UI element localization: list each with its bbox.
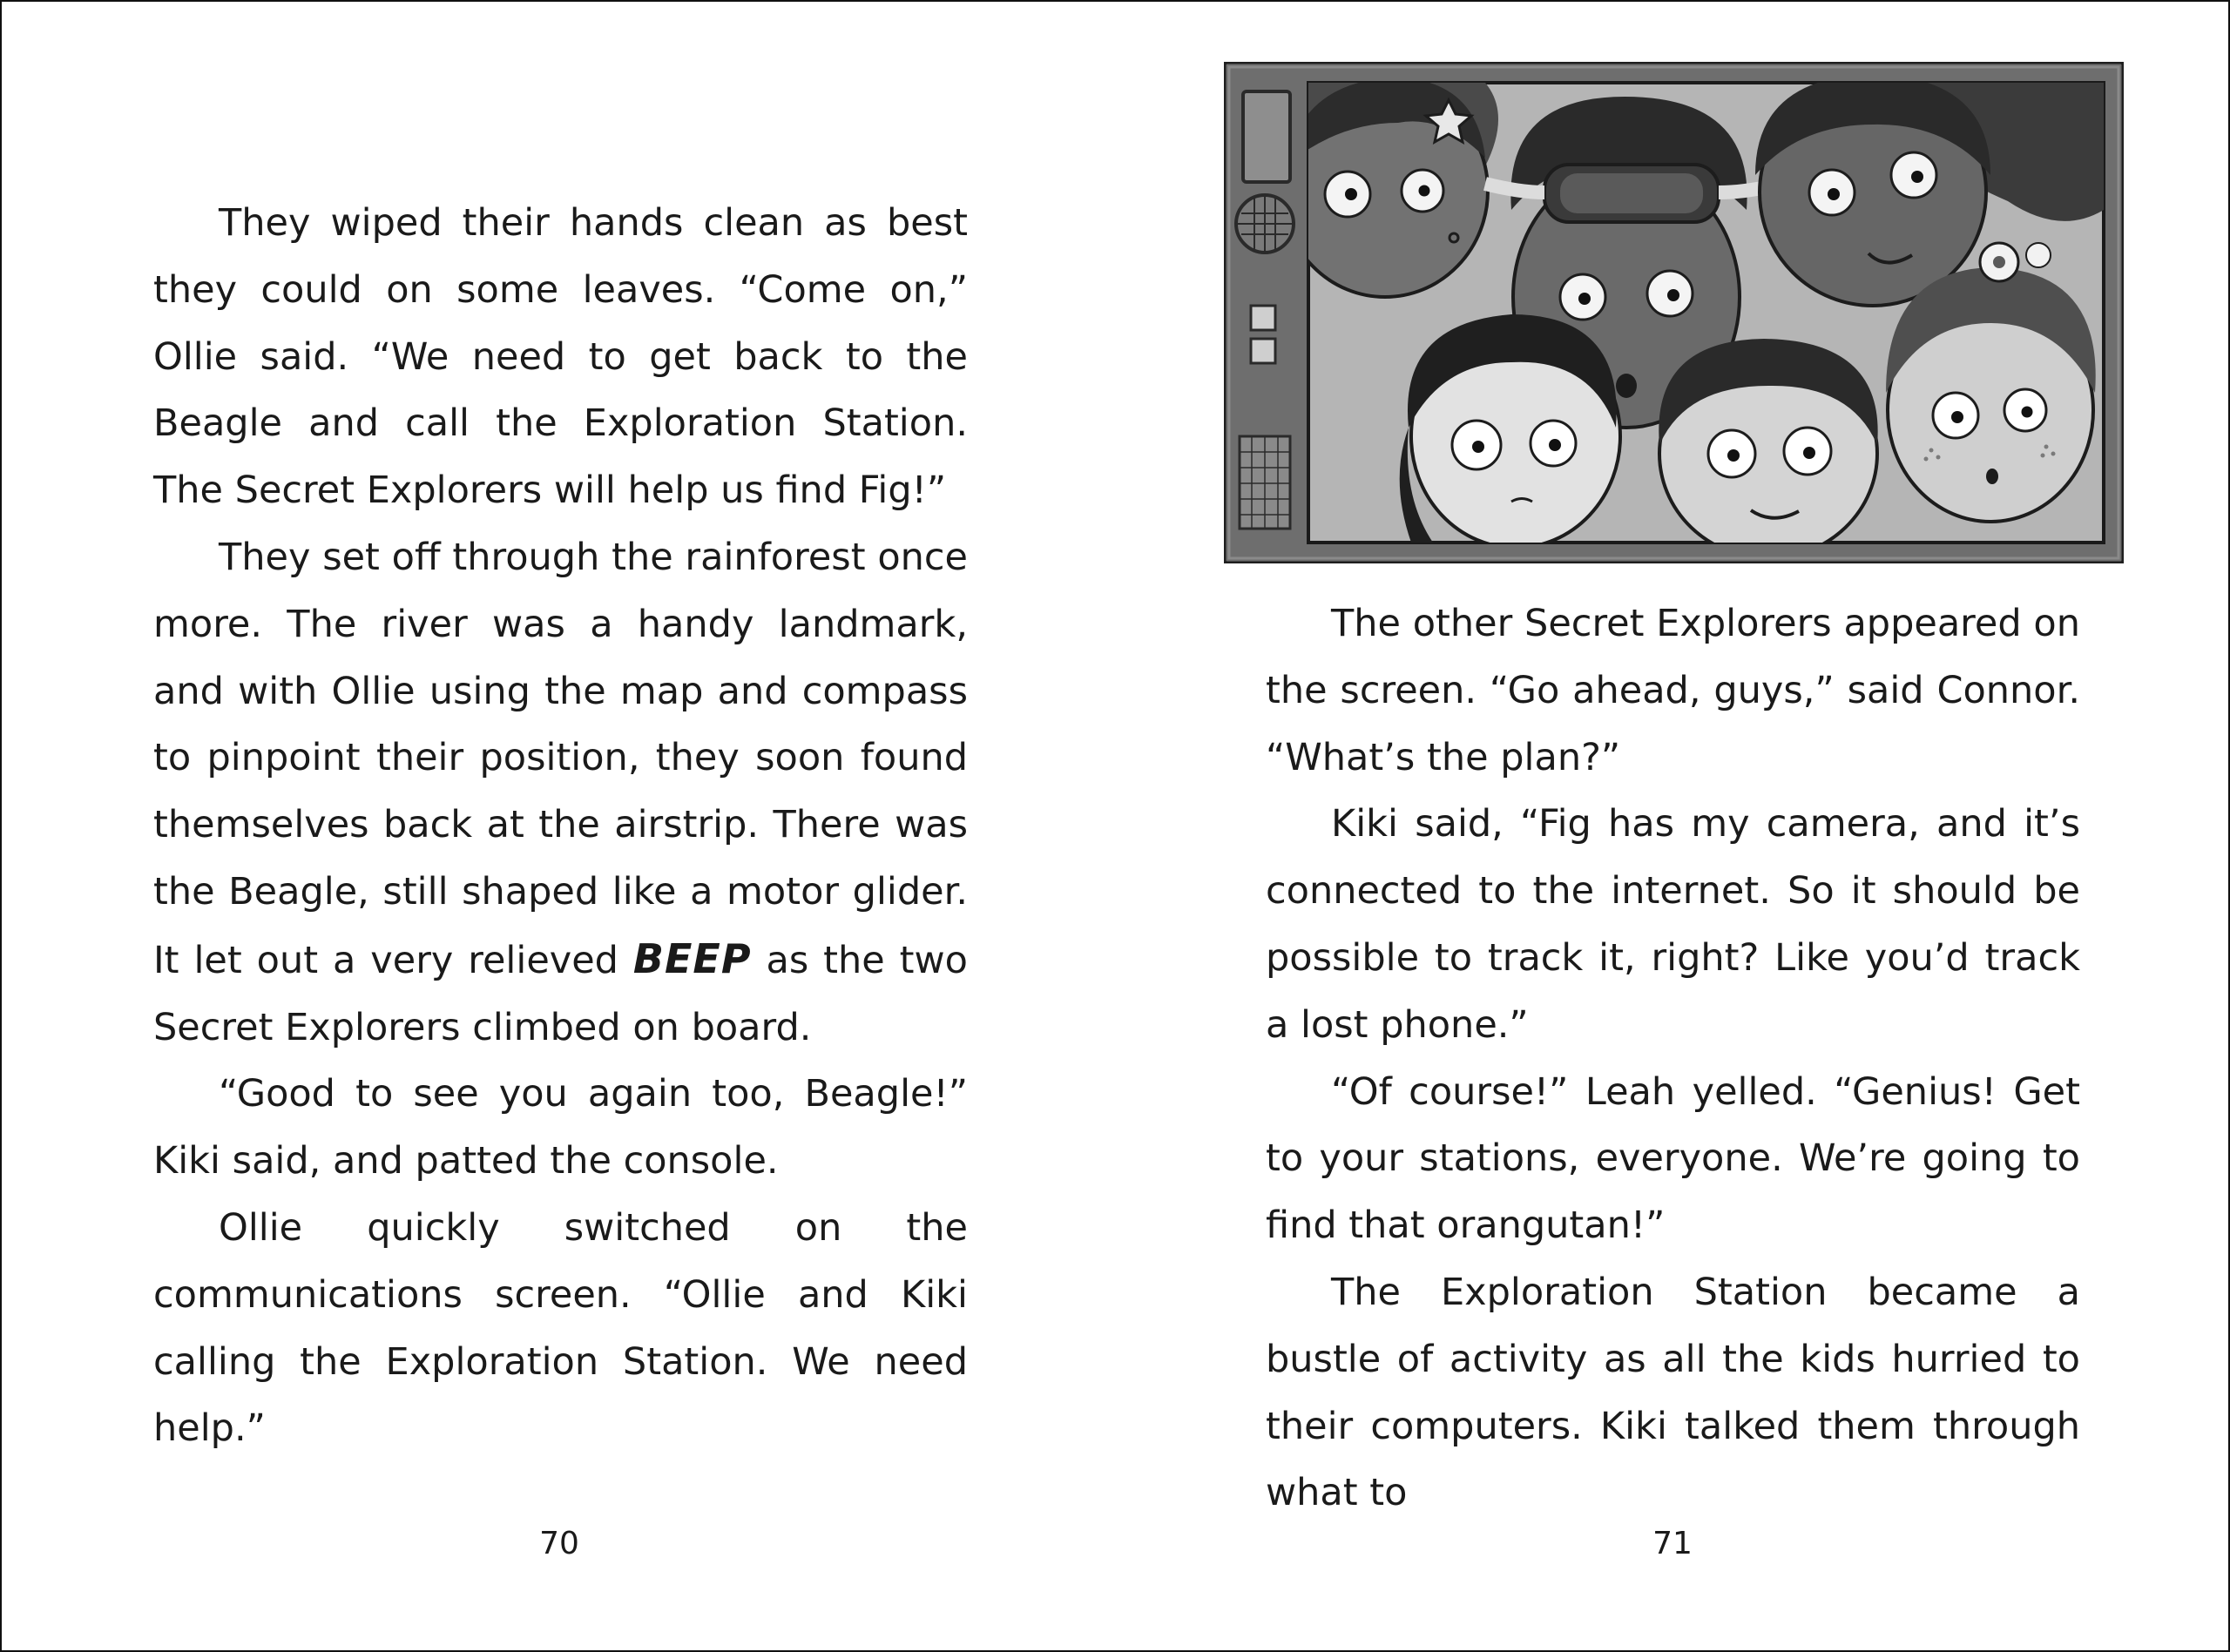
screen-drawing bbox=[1224, 62, 2124, 563]
paragraph: “Of course!” Leah yelled. “Genius! Get to your stations, everyone. We’re going to find that orangutan!” bbox=[1266, 1069, 2080, 1248]
paragraph: They wiped their hands clean as best they could on some leaves. “Come on,” Ollie said. “We need to get back to the Beagle and call the Exploration Station. The Secret Explorers will help us find Fig!” bbox=[153, 201, 968, 513]
panel-button-icon bbox=[1251, 339, 1275, 363]
paragraph: “Good to see you again too, Beagle!” Kiki said, and patted the console. bbox=[153, 1072, 968, 1183]
page-number: 70 bbox=[539, 1526, 579, 1561]
page-number: 71 bbox=[1652, 1526, 1693, 1561]
left-page-text bbox=[153, 190, 968, 1462]
panel-slot-icon bbox=[1243, 91, 1290, 182]
paragraph: The Exploration Station became a bustle of activity as all the kids hurried to their computers. Kiki talked them through what to bbox=[1266, 1270, 2080, 1515]
beep-sound-effect: BEEP bbox=[632, 934, 752, 982]
panel-button-icon bbox=[1251, 306, 1275, 330]
paragraph: Kiki said, “Fig has my camera, and it’s connected to the internet. So it should be possible to track it, right? Like you’d track a lost phone.” bbox=[1266, 802, 2080, 1047]
right-page bbox=[1115, 2, 2228, 1650]
flower-icon bbox=[2026, 243, 2051, 267]
left-page bbox=[2, 2, 1115, 1650]
communications-screen-illustration bbox=[1224, 62, 2124, 563]
paragraph: The other Secret Explorers appeared on the screen. “Go ahead, guys,” said Connor. “What’s the plan?” bbox=[1266, 602, 2080, 779]
right-page-text bbox=[1266, 590, 2080, 1527]
paragraph: Ollie quickly switched on the communications screen. “Ollie and Kiki calling the Exploration Station. We need help.” bbox=[153, 1205, 968, 1451]
paragraph: They set off through the rainforest once more. The river was a handy landmark, and with Ollie using the map and compass to pinpoint their position, they soon found themselves back at the airstrip. There was the Beagle, still shaped like a motor glider. It let out a very relieved BEEP as the two Secret Explorers climbed on board. bbox=[153, 535, 968, 1049]
